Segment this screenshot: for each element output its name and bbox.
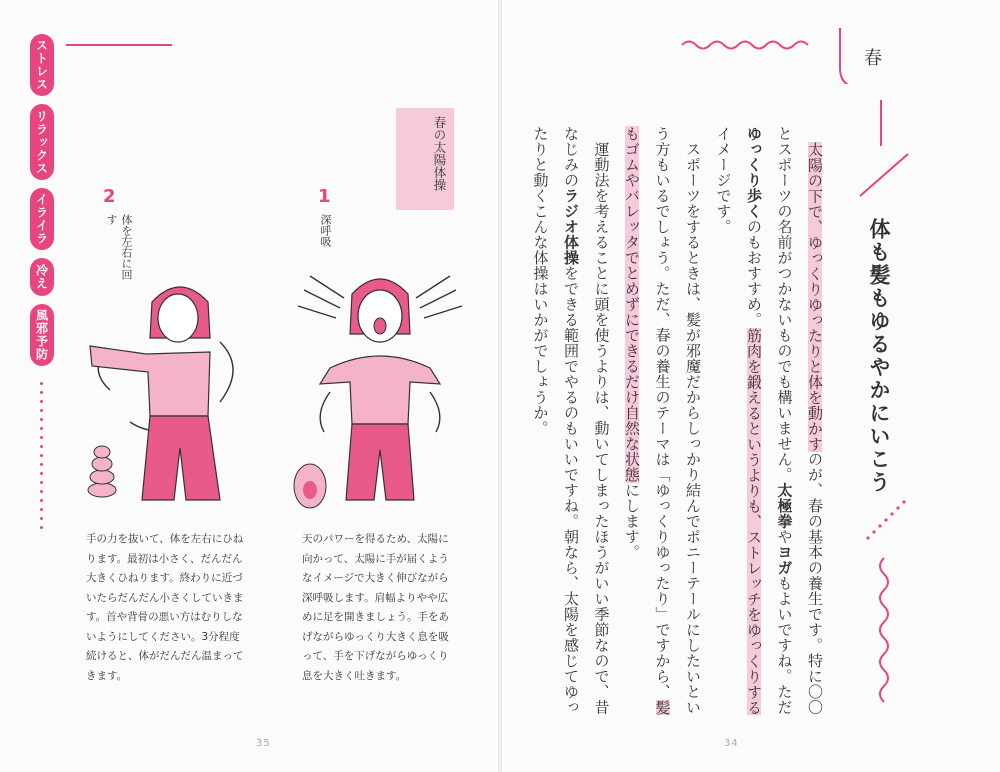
highlight-run: 太陽の下で、ゆっくりゆったりと体を動かす (806, 141, 824, 452)
bold-run: ヨガ (775, 544, 794, 576)
step2-label: 体を左右に回す (105, 214, 133, 280)
accent-diagonal (852, 150, 912, 200)
paragraph-1 (708, 126, 830, 726)
tab-chill[interactable]: 冷え (30, 258, 54, 296)
text-run: や (775, 529, 794, 545)
wavy-rule-top (680, 38, 820, 52)
paragraph-2 (617, 126, 709, 726)
deep-breath-illustration (290, 254, 470, 514)
page-number-left: 35 (256, 738, 271, 749)
step1-label: 深呼吸 (319, 214, 332, 247)
text-run: のが、春の基本の養生です。 (806, 451, 824, 653)
bold-run: 太極拳 (775, 482, 794, 529)
tab-stress[interactable]: ストレス (30, 34, 54, 96)
season-label: 春 (864, 48, 882, 69)
tab-relax[interactable]: リラックス (30, 104, 54, 180)
tab-irritation[interactable]: イライラ (30, 188, 54, 250)
step2-caption: 手の力を抜いて、体を左右にひねります。最初は小さく、だんだん大きくひねります。終わりに近づいたらだんだん小さくしていきます。首や背骨の悪い方はむりしないようにしてください。3分程度続けると、体がだんだん温まってきます。 (86, 533, 244, 682)
dotted-divider (40, 382, 43, 535)
step2-number: 2 (103, 186, 116, 207)
tab-cold-prevention[interactable]: 風邪予防 (30, 304, 54, 366)
bold-run: ラジオ体操 (562, 188, 580, 266)
text-run: のもおすすめ。 (745, 219, 763, 328)
text-run: 特に〇〇とスポーツの名前がつかないものでも構いません。 (775, 126, 824, 715)
text-run: にします。 (623, 482, 641, 560)
step1-number: 1 (318, 186, 331, 207)
bold-run: ゆっくり歩く (745, 126, 763, 219)
text-run: スポーツをするときは、髪が邪魔だからしっかり結んでポニーテールにしたいという方もいるでしょう。ただ、春の養生のテーマは「ゆっくりゆったり」ですから、 (653, 126, 702, 715)
text-run: 運動法を考えることに頭を使うよりは、動いてしまったほうがいい季節なので、昔なじみの (562, 126, 611, 715)
text-run: をできる範囲でやるのもいいですね。朝なら、太陽を感じてゆったりと動くこんな体操はいかがでしょうか。 (531, 126, 580, 715)
article-title: 体も髪もゆるやかにいこう (867, 218, 891, 494)
highlight-run: 筋肉を鍛えるというよりも、ストレッチをゆっくりする (745, 327, 763, 715)
step1-caption: 天のパワーを得るため、太陽に向かって、太陽に手が届くようなイメージで大きく伸びながら深呼吸します。肩幅よりやや広めに足を開きましょう。手をあげながらゆっくり大きく息を吸って、手を下げながらゆっくり息を大きく吐きます。 (302, 533, 449, 682)
dotted-diagonal (860, 498, 910, 558)
text-run: もよいですね。ただ (775, 575, 794, 715)
section-label: 春の太陽体操 (396, 108, 454, 210)
top-rule (66, 44, 172, 46)
wavy-rule-bottom (876, 556, 892, 716)
body-twist-illustration (70, 272, 270, 512)
highlight-run: 髪もゴムやバレッタでとめずにできるだけ自然な状態 (623, 126, 672, 715)
text-run: イメージです。 (714, 126, 733, 235)
page-number-right: 34 (724, 738, 739, 749)
article-body (525, 126, 830, 726)
accent-vertical (880, 100, 882, 146)
paragraph-3 (525, 126, 617, 726)
